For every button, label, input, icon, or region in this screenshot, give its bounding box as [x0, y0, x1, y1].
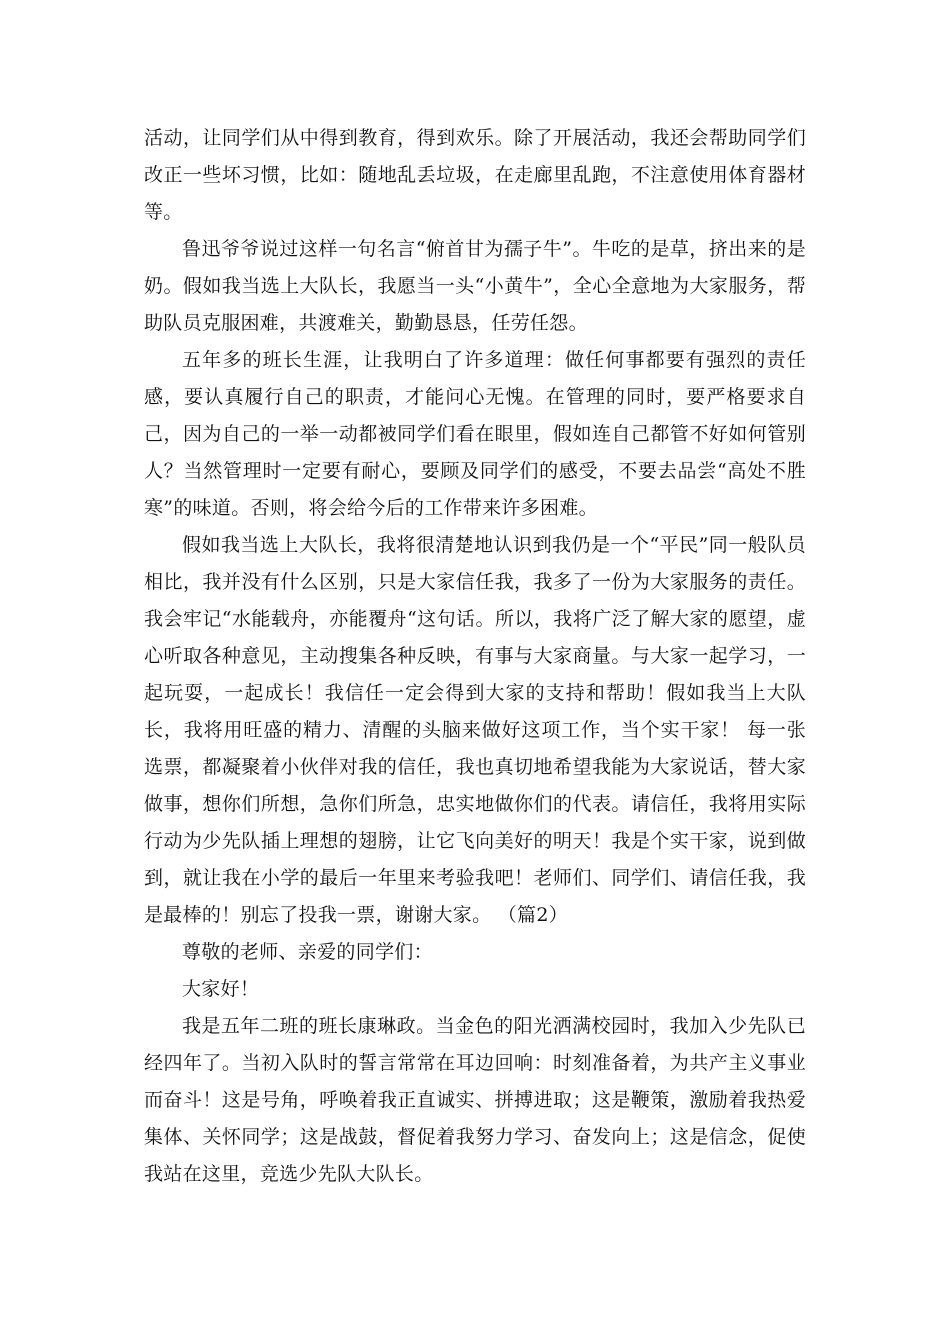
paragraph-continuation: 活动，让同学们从中得到教育，得到欢乐。除了开展活动，我还会帮助同学们改正一些坏习惯，比如：随地乱丢垃圾，在走廊里乱跑，不注意使用体育器材等。	[144, 127, 806, 223]
paragraph-class-monitor-experience: 五年多的班长生涯，让我明白了许多道理：做任何事都要有强烈的责任感，要认真履行自己的职责，才能问心无愧。在管理的同时，要严格要求自己，因为自己的一举一动都被同学们看在眼里，假如连自己都管不好如何管别人？当然管理时一定要有耐心，要顾及同学们的感受，不要去品尝“高处不胜寒”的味道。否则，将会给今后的工作带来许多困难。	[144, 349, 806, 519]
document-body	[144, 120, 806, 1193]
paragraph-self-introduction: 我是五年二班的班长康琳政。当金色的阳光洒满校园时，我加入少先队已经四年了。当初入队时的誓言常常在耳边回响：时刻准备着，为共产主义事业而奋斗！这是号角，呼唤着我正直诚实、拼搏进取；这是鞭策，激励着我热爱集体、关怀同学；这是战鼓，督促着我努力学习、奋发向上；这是信念，促使我站在这里，竞选少先队大队长。	[144, 1015, 806, 1185]
paragraph-campaign-pledge: 假如我当选上大队长，我将很清楚地认识到我仍是一个“平民”同一般队员相比，我并没有什么区别，只是大家信任我，我多了一份为大家服务的责任。我会牢记“水能载舟，亦能覆舟“这句话。所以，我将广泛了解大家的愿望，虚心听取各种意见，主动搜集各种反映，有事与大家商量。与大家一起学习，一起玩耍，一起成长！我信任一定会得到大家的支持和帮助！假如我当上大队长，我将用旺盛的精力、清醒的头脑来做好这项工作，当个实干家！ 每一张选票，都凝聚着小伙伴对我的信任，我也真切地希望我能为大家说话，替大家做事，想你们所想，急你们所急，忠实地做你们的代表。请信任，我将用实际行动为少先队插上理想的翅膀，让它飞向美好的明天！我是个实干家，说到做到，就让我在小学的最后一年里来考验我吧！老师们、同学们、请信任我，我是最棒的！别忘了投我一票，谢谢大家。 （篇2）	[144, 534, 806, 926]
paragraph-lu-xun-quote: 鲁迅爷爷说过这样一句名言“俯首甘为孺子牛”。牛吃的是草，挤出来的是奶。假如我当选上大队长，我愿当一头“小黄牛”，全心全意地为大家服务，帮助队员克服困难，共渡难关，勤勤恳恳，任劳任怨。	[144, 238, 806, 334]
paragraph-salutation: 尊敬的老师、亲爱的同学们：	[182, 941, 433, 963]
paragraph-greeting: 大家好！	[182, 978, 260, 1000]
